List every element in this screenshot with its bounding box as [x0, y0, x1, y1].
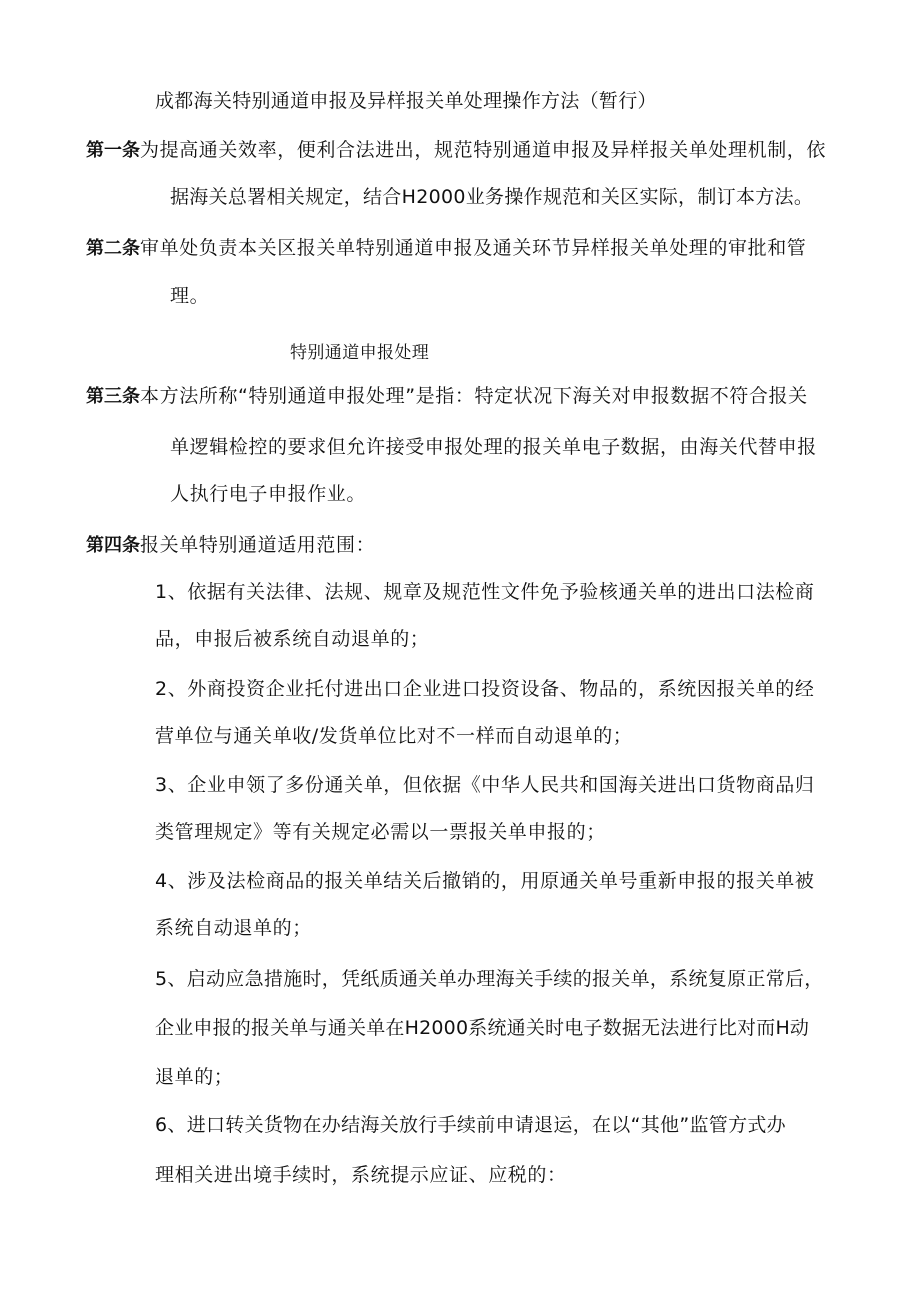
item-4-line-1: 4、涉及法检商品的报关单结关后撤销的，用原通关单号重新申报的报关单被: [155, 870, 815, 892]
item-5-line-3: 退单的；: [155, 1066, 234, 1088]
article-3-line-3: 人执行电子申报作业。: [170, 483, 367, 505]
article-3-line-2: 单逻辑检控的要求但允许接受申报处理的报关单电子数据，由海关代替申报: [170, 436, 817, 458]
item-1-line-2: 品，申报后被系统自动退单的；: [155, 628, 430, 650]
article-2-label: 第二条: [86, 238, 140, 259]
article-1-line-2: 据海关总署相关规定，结合H2000业务操作规范和关区实际，制订本方法。: [170, 186, 814, 208]
article-4-line-1: 报关单特别通道适用范围：: [140, 534, 376, 556]
item-1-line-1: 1、依据有关法律、法规、规章及规范性文件免予验核通关单的进出口法检商: [155, 581, 815, 603]
item-5-line-2: 企业申报的报关单与通关单在H2000系统通关时电子数据无法进行比对而H动: [155, 1017, 810, 1039]
item-2-line-1: 2、外商投资企业托付进出口企业进口投资设备、物品的，系统因报关单的经: [155, 678, 815, 700]
item-3-line-2: 类管理规定》等有关规定必需以一票报关单申报的；: [155, 821, 606, 843]
article-3-label: 第三条: [86, 386, 140, 407]
item-3-line-1: 3、企业申领了多份通关单，但依据《中华人民共和国海关进出口货物商品归: [155, 774, 815, 796]
item-6-line-1: 6、进口转关货物在办结海关放行手续前申请退运，在以“其他”监管方式办: [155, 1114, 786, 1136]
article-3-first-line: [86, 383, 808, 410]
article-2-line-1: 审单处负责本关区报关单特别通道申报及通关环节异样报关单处理的审批和管: [140, 237, 807, 259]
article-1-first-line: [86, 137, 826, 164]
article-2-first-line: [86, 235, 806, 262]
item-6-line-2: 理相关进出境手续时，系统提示应证、应税的：: [155, 1164, 567, 1186]
item-4-line-2: 系统自动退单的；: [155, 917, 312, 939]
section-heading: 特别通道申报处理: [290, 343, 430, 363]
article-1-label: 第一条: [86, 140, 140, 161]
article-2-line-2: 理。: [170, 285, 210, 307]
item-2-line-2: 营单位与通关单收/发货单位比对不一样而自动退单的；: [155, 725, 633, 747]
document-title: 成都海关特别通道申报及异样报关单处理操作方法（暂行）: [155, 90, 657, 112]
article-3-line-1: 本方法所称“特别通道申报处理”是指：特定状况下海关对申报数据不符合报关: [140, 385, 808, 407]
article-4-first-line: [86, 532, 375, 559]
article-4-label: 第四条: [86, 535, 140, 556]
item-5-line-1: 5、启动应急措施时，凭纸质通关单办理海关手续的报关单，系统复原正常后，: [155, 968, 824, 990]
article-1-line-1: 为提高通关效率，便利合法进出，规范特别通道申报及异样报关单处理机制，依: [140, 139, 827, 161]
